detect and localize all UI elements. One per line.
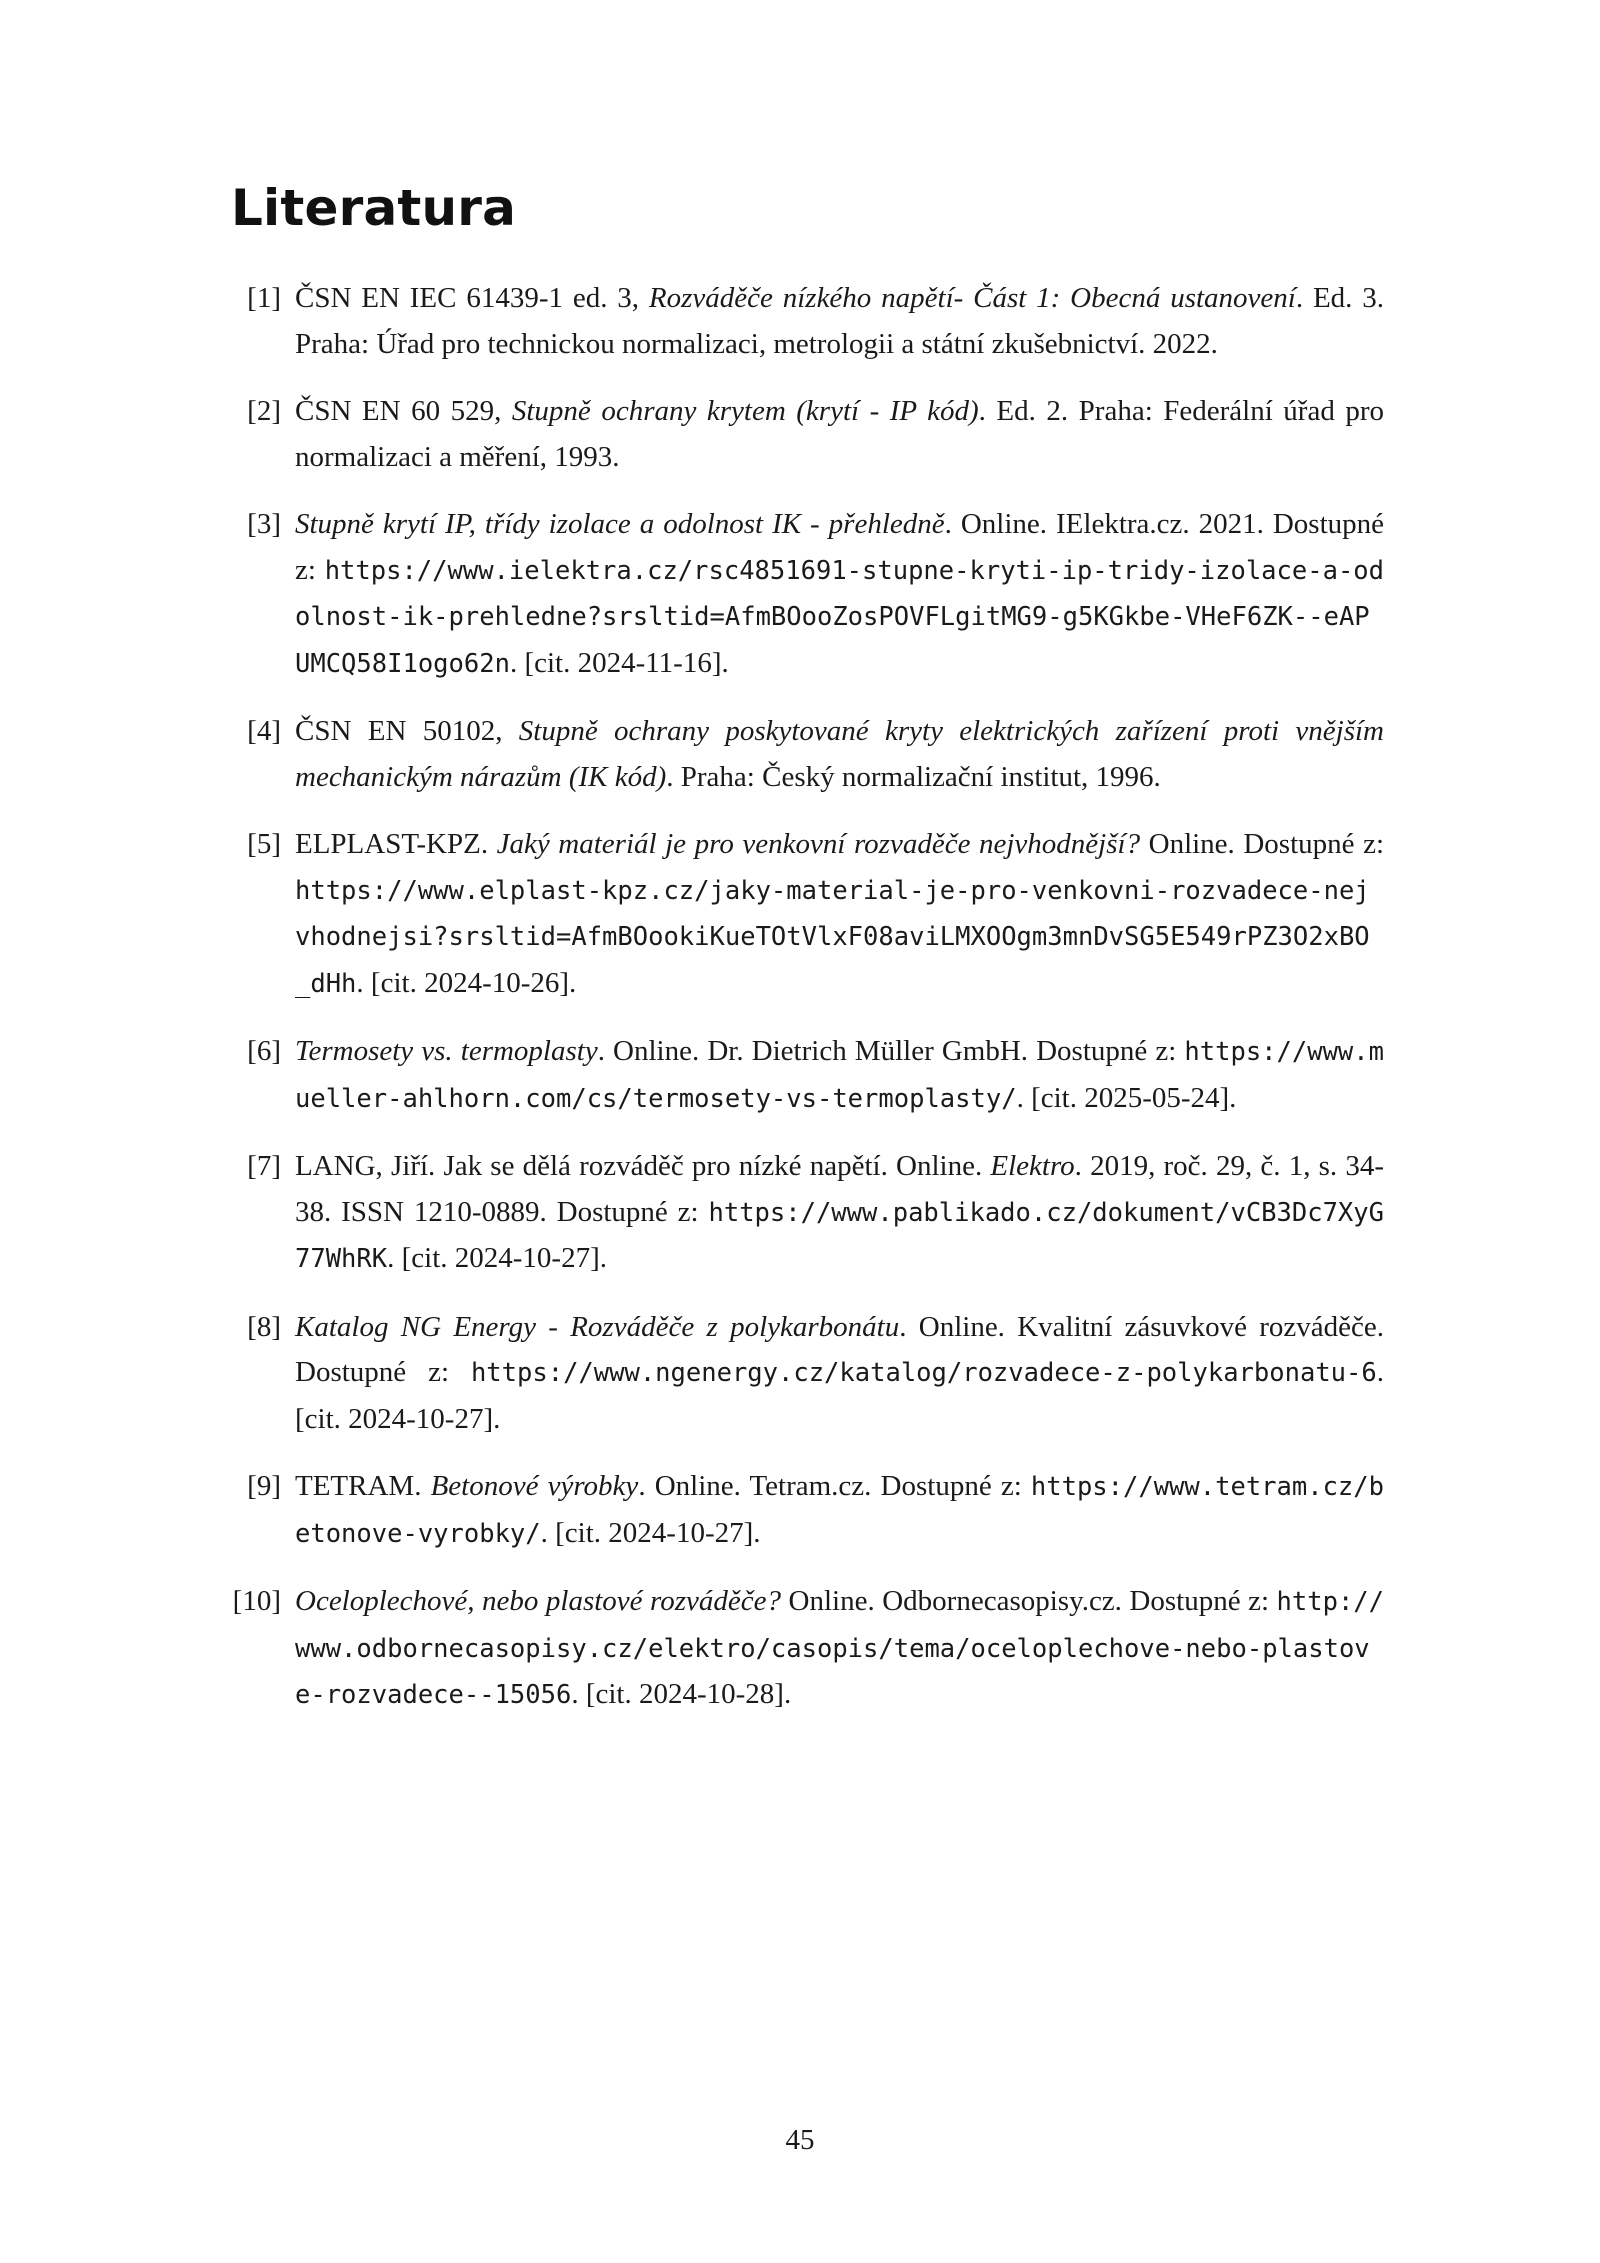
- reference-title: Stupně krytí IP, třídy izolace a odolnost IK - přehledně: [295, 508, 945, 540]
- reference-number: [1]: [247, 282, 281, 314]
- reference-url-link[interactable]: https://www.elplast-kpz.cz/jaky-material-je-pro-venkovni-rozvadece-nejvhodnejsi?srsltid=AfmBOookiKueTOtVlxF08aviLMXOOgm3mnDvSG5E549rPZ3O2xBO_dHh: [295, 875, 1370, 999]
- reference-url-link[interactable]: https://www.tetram.cz/betonove-vyrobky/: [295, 1472, 1384, 1549]
- reference-item-6: [231, 1029, 1384, 1122]
- reference-citation-date: . [cit. 2024-11-16].: [509, 646, 729, 679]
- reference-item-3: [231, 502, 1384, 687]
- reference-text: . 2019, roč. 29, č. 1, s. 34-38. ISSN 1210-0889. Dostupné z:: [295, 1150, 1385, 1228]
- reference-text: Online. Dostupné z:: [1140, 828, 1384, 860]
- reference-title: Betonové výrobky: [430, 1470, 639, 1502]
- reference-citation-date: . [cit. 2024-10-27].: [387, 1242, 607, 1274]
- reference-number: [8]: [247, 1310, 281, 1343]
- reference-item-10: [231, 1579, 1384, 1719]
- reference-citation-date: . [cit. 2025-05-24].: [1016, 1081, 1237, 1114]
- reference-text: ČSN EN IEC 61439-1 ed. 3,: [295, 282, 649, 314]
- reference-item-9: [231, 1464, 1384, 1557]
- reference-text: . Online. Kvalitní zásuvkové rozváděče. Dostupné z:: [295, 1310, 1385, 1388]
- reference-number: [3]: [247, 508, 281, 540]
- reference-number: [2]: [247, 395, 281, 427]
- reference-item-7: [231, 1144, 1384, 1283]
- reference-item-1: [231, 276, 1384, 367]
- reference-number: [4]: [247, 715, 281, 747]
- reference-url-link[interactable]: https://www.mueller-ahlhorn.com/cs/termosety-vs-termoplasty/: [295, 1037, 1384, 1114]
- reference-item-4: [231, 709, 1384, 800]
- reference-url-link[interactable]: https://www.pablikado.cz/dokument/vCB3Dc7XyG77WhRK: [295, 1197, 1384, 1274]
- reference-title: Oceloplechové, nebo plastové rozváděče?: [295, 1585, 782, 1617]
- reference-text: ČSN EN 50102,: [295, 715, 519, 747]
- reference-text: Online. Odbornecasopisy.cz. Dostupné z:: [781, 1585, 1277, 1617]
- reference-title: Jaký materiál je pro venkovní rozvaděče nejvhodnější?: [496, 828, 1141, 860]
- reference-journal-title: Elektro: [990, 1150, 1075, 1182]
- reference-text: . Ed. 3. Praha: Úřad pro technickou normalizaci, metrologii a státní zkušebnictví. 2022.: [295, 282, 1384, 360]
- reference-citation-date: . [cit. 2024-10-28].: [571, 1678, 792, 1710]
- reference-citation-date: . [cit. 2024-10-26].: [356, 966, 577, 999]
- reference-item-5: [231, 822, 1384, 1007]
- reference-text: LANG, Jiří. Jak se dělá rozváděč pro nízké napětí. Online.: [295, 1150, 991, 1182]
- reference-number: [7]: [247, 1150, 281, 1182]
- reference-text: ČSN EN 60 529,: [295, 395, 512, 427]
- reference-text: . Praha: Český normalizační institut, 1996.: [666, 760, 1161, 793]
- reference-title: Stupně ochrany krytem (krytí - IP kód): [511, 395, 979, 427]
- reference-number: [10]: [232, 1585, 281, 1617]
- reference-citation-date: . [cit. 2024-10-27].: [540, 1516, 761, 1549]
- reference-title: Stupně ochrany poskytované kryty elektrických zařízení proti vnějším mechanickým nárazům (IK kód): [295, 715, 1384, 793]
- reference-item-8: [231, 1305, 1384, 1443]
- reference-list: [231, 276, 1384, 1741]
- reference-number: [6]: [247, 1035, 281, 1067]
- reference-number: [5]: [247, 828, 281, 860]
- reference-text: . Online. IElektra.cz. 2021. Dostupné z:: [295, 508, 1384, 586]
- reference-item-2: [231, 389, 1384, 480]
- reference-url-link[interactable]: https://www.ielektra.cz/rsc4851691-stupne-kryti-ip-tridy-izolace-a-odolnost-ik-prehledne?srsltid=AfmBOooZosPOVFLgitMG9-g5KGkbe-VHeF6ZK--eAPUMCQ58I1ogo62n: [295, 555, 1384, 679]
- reference-text: TETRAM.: [295, 1470, 431, 1502]
- reference-number: [9]: [247, 1470, 281, 1502]
- reference-url-link[interactable]: https://www.ngenergy.cz/katalog/rozvadece-z-polykarbonatu-6: [470, 1358, 1377, 1388]
- reference-title: Termosety vs. termoplasty: [295, 1035, 598, 1067]
- reference-citation-date: . [cit. 2024-10-27].: [295, 1356, 1384, 1435]
- page-title: Literatura: [231, 179, 517, 237]
- reference-text: . Online. Tetram.cz. Dostupné z:: [638, 1470, 1031, 1502]
- reference-title: Rozváděče nízkého napětí- Část 1: Obecná ustanovení: [648, 282, 1296, 314]
- reference-url-link[interactable]: http://www.odbornecasopisy.cz/elektro/casopis/tema/oceloplechove-nebo-plastove-rozvadece--15056: [295, 1587, 1384, 1710]
- page-number: 45: [785, 2124, 815, 2156]
- reference-title: Katalog NG Energy - Rozváděče z polykarbonátu: [295, 1310, 900, 1343]
- reference-text: ELPLAST-KPZ.: [295, 828, 497, 860]
- reference-text: . Online. Dr. Dietrich Müller GmbH. Dostupné z:: [597, 1035, 1185, 1067]
- reference-text: . Ed. 2. Praha: Federální úřad pro normalizaci a měření, 1993.: [295, 395, 1384, 473]
